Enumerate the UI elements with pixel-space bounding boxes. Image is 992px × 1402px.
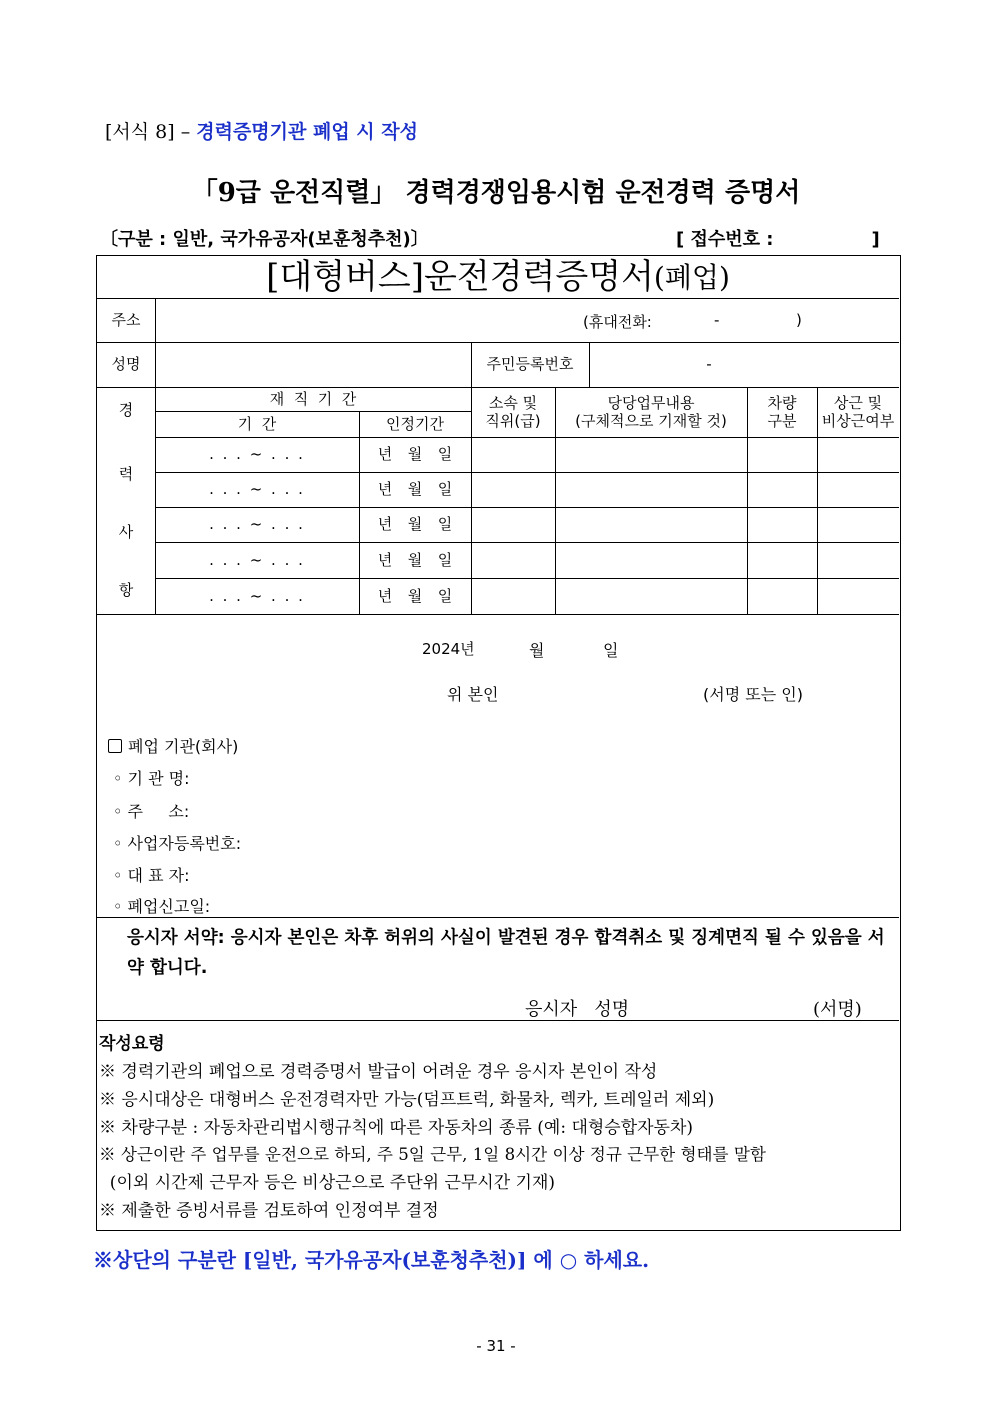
company-name-field[interactable]: ◦ 기 관 명:	[113, 769, 190, 788]
name-field[interactable]	[156, 343, 471, 386]
page-title: 「9급 운전직렬」 경력경쟁임용시험 운전경력 증명서	[191, 178, 801, 208]
closed-company-heading	[108, 734, 238, 757]
instruction-item: ※ 상근이란 주 업무를 운전으로 하되, 주 5일 근무, 1일 8시간 이상 정규 근무한 형태를 말함	[99, 1145, 766, 1164]
ymd-day: 일	[437, 586, 453, 605]
form-number: [서식 8] –	[105, 121, 191, 143]
career-char-3: 사	[118, 522, 134, 541]
ymd-day: 일	[437, 480, 453, 499]
vehicle-header: 차량 구분	[767, 394, 797, 430]
recognized-cell[interactable]	[359, 437, 471, 472]
period-cell[interactable]: . . . ~ . . .	[209, 445, 305, 464]
form-note: 경력증명기관 폐업 시 작성	[196, 121, 418, 143]
receipt-close: ]	[871, 229, 880, 250]
instruction-item: (이외 시간제 근무자 등은 비상근으로 주단위 근무시간 기재)	[99, 1173, 556, 1193]
period-cell[interactable]: . . . ~ . . .	[209, 550, 305, 569]
form-label	[105, 117, 418, 144]
company-address-field[interactable]: ◦ 주 소:	[113, 802, 190, 821]
rrn-label: 주민등록번호	[486, 355, 574, 374]
period-cell[interactable]: . . . ~ . . .	[209, 480, 305, 499]
footer-note: ※상단의 구분란 [일반, 국가유공자(보훈청추천)] 에 ○ 하세요.	[93, 1248, 650, 1272]
ymd-year: 년	[377, 550, 393, 569]
period-cell[interactable]: . . . ~ . . .	[209, 515, 305, 534]
ymd-year: 년	[377, 445, 393, 464]
affiliation-header: 소속 및 직위(급)	[485, 394, 541, 430]
closure-date-field[interactable]: ◦ 폐업신고일:	[113, 897, 211, 916]
certificate-title-text: [대형버스]운전경력증명서	[266, 256, 654, 297]
career-char-4: 항	[118, 580, 134, 599]
checkbox[interactable]	[108, 739, 122, 753]
instruction-item: ※ 제출한 증빙서류를 검토하여 인정여부 결정	[99, 1201, 439, 1221]
pledge-signer-label: 응시자 성명	[525, 999, 630, 1020]
fulltime-header: 상근 및 비상근여부	[821, 394, 895, 430]
sign-day: 일	[603, 641, 619, 660]
recognized-cell[interactable]	[359, 472, 471, 507]
duty-header: 당당업무내용 (구체적으로 기재할 것)	[575, 394, 727, 430]
business-number-field[interactable]: ◦ 사업자등록번호:	[113, 834, 242, 853]
certificate-title	[97, 256, 899, 298]
rrn-field[interactable]: -	[706, 355, 712, 374]
instruction-item: ※ 응시대상은 대형버스 운전경력자만 가능(덤프트럭, 화물차, 렉카, 트레일러 제외)	[99, 1090, 715, 1110]
certificate-title-suffix: (폐업)	[653, 260, 730, 294]
sign-year: 2024년	[422, 640, 475, 658]
career-char-1: 경	[118, 401, 134, 419]
closed-company-label: 폐업 기관(회사)	[128, 737, 239, 756]
receipt-label: [ 접수번호 :	[676, 229, 774, 250]
ymd-month: 월	[407, 550, 423, 569]
ymd-year: 년	[377, 515, 393, 534]
receipt-number	[676, 225, 880, 251]
address-field[interactable]	[156, 299, 898, 341]
period-header: 재 직 기 간	[269, 389, 357, 408]
recognized-header: 인정기간	[386, 414, 444, 433]
phone-label: (휴대전화:	[583, 313, 652, 331]
sign-month: 월	[529, 641, 545, 660]
pledge-signer-note: (서명)	[813, 999, 862, 1020]
period-subheader: 기 간	[237, 414, 277, 433]
address-label: 주소	[111, 310, 141, 329]
ymd-month: 월	[407, 445, 423, 464]
ymd-month: 월	[407, 515, 423, 534]
recognized-cell[interactable]	[359, 578, 471, 614]
ymd-month: 월	[407, 480, 423, 499]
ymd-year: 년	[377, 586, 393, 605]
recognized-cell[interactable]	[359, 542, 471, 578]
instructions-heading: 작성요령	[99, 1034, 165, 1054]
certificate-form	[96, 255, 901, 1231]
name-label: 성명	[111, 355, 141, 374]
phone-close: )	[796, 311, 802, 329]
ymd-day: 일	[437, 445, 453, 464]
period-cell[interactable]: . . . ~ . . .	[209, 586, 305, 605]
pledge-text: 응시자 서약: 응시자 본인은 차후 허위의 사실이 발견된 경우 합격취소 및 징계면직 될 수 있음을 서약 합니다.	[127, 928, 885, 978]
ymd-day: 일	[437, 515, 453, 534]
phone-dash: -	[714, 311, 720, 329]
ymd-day: 일	[437, 550, 453, 569]
recognized-cell[interactable]	[359, 507, 471, 542]
instruction-item: ※ 차량구분 : 자동차관리법시행규칙에 따른 자동차의 종류 (예: 대형승합자동차)	[99, 1118, 694, 1138]
page-number: - 31 -	[476, 1337, 516, 1355]
category-label: 〔구분 : 일반, 국가유공자(보훈청추천)〕	[100, 229, 429, 250]
principal-label: 위 본인	[447, 685, 499, 704]
ymd-year: 년	[377, 480, 393, 499]
career-char-2: 력	[118, 464, 134, 483]
instruction-item: ※ 경력기관의 폐업으로 경력증명서 발급이 어려운 경우 응시자 본인이 작성	[99, 1062, 658, 1082]
representative-field[interactable]: ◦ 대 표 자:	[113, 866, 190, 885]
sign-note: (서명 또는 인)	[703, 685, 803, 704]
ymd-month: 월	[407, 586, 423, 605]
